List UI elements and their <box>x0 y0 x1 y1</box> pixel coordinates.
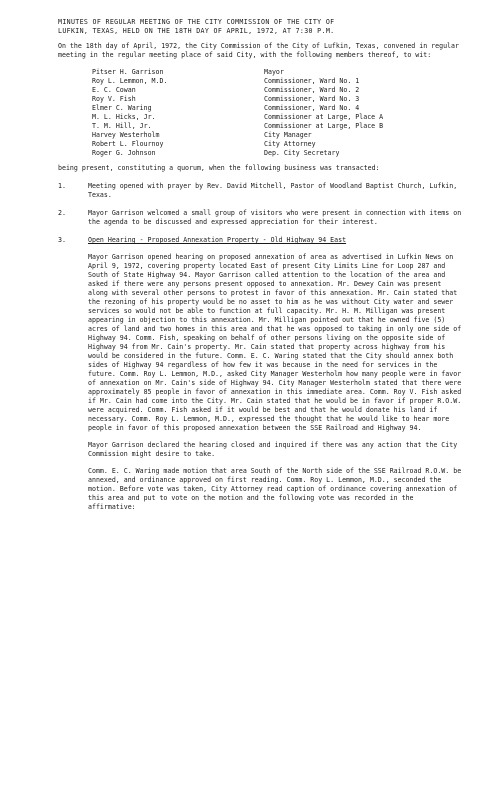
member-name: T. M. Hill, Jr. <box>92 122 152 130</box>
member-row <box>92 68 464 77</box>
item-number: 3. <box>58 236 66 244</box>
member-title: City Manager <box>264 131 312 139</box>
item-number: 2. <box>58 209 66 217</box>
member-title: Dep. City Secretary <box>264 149 340 157</box>
hearing-paragraph: Mayor Garrison opened hearing on proposed annexation of area as advertised in Lufkin News on April 9, 1972, covering property located East of present City Limits Line for Loop 287 and South of State Highway 94. Mayor Garrison called attention to the location of the area and asked if there were any persons present opposed to annexation. Mr. Dewey Cain was present along with several other persons to protest in favor of this annexation. Mr. Cain stated that the rezoning of his property would be no asset to him as he was without City water and sewer services so would not be able to function at full capacity. Mr. H. M. Milligan was present appearing in objection to this annexation. Mr. Milligan pointed out that he owned five (5) acres of land and two homes in this area and that he was opposed to taking in only one side of Highway 94. Comm. Fish, speaking on behalf of other persons living on the opposite side of Highway 94 from Mr. Cain's property. Mr. Cain stated that property across highway from his would be considered in the future. Comm. E. C. Waring stated that the City should annex both sides of Highway 94 regardless of how few it was because in the need for services in the future. Comm. Roy L. Lemmon, M.D., asked City Manager Westerholm how many people were in favor of annexation on Mr. Cain's side of Highway 94. City Manager Westerholm stated that there were approximately 85 people in favor of annexation in this immediate area. Comm. Roy V. Fish asked if Mr. Cain had come into the City. Mr. Cain stated that he would be in favor if proper R.O.W. were acquired. Comm. Fish asked if it would be best and that he would donate his land if necessary. Comm. Roy L. Lemmon, M.D., expressed the thought that he would like to hear more people in favor of this proposed annexation between the SSE Railroad and Highway 94. <box>88 253 462 432</box>
agenda-item-1 <box>58 182 464 200</box>
member-name: M. L. Hicks, Jr. <box>92 113 156 121</box>
member-name: E. C. Cowan <box>92 86 136 94</box>
member-name: Roy V. Fish <box>92 95 136 103</box>
member-name: Roger G. Johnson <box>92 149 156 157</box>
member-name: Pitser H. Garrison <box>92 68 164 76</box>
member-title: Commissioner, Ward No. 1 <box>264 77 360 85</box>
member-title: Commissioner, Ward No. 4 <box>264 104 360 112</box>
member-row <box>92 104 464 113</box>
quorum-paragraph: being present, constituting a quorum, when the following business was transacted: <box>58 164 380 172</box>
member-name: Robert L. Flournoy <box>92 140 164 148</box>
members-list <box>92 68 464 158</box>
item-title: Open Hearing - Proposed Annexation Property - Old Highway 94 East <box>88 236 347 244</box>
member-row <box>92 113 464 122</box>
member-title: Commissioner, Ward No. 3 <box>264 95 360 103</box>
member-row <box>92 86 464 95</box>
item-number: 1. <box>58 182 66 190</box>
member-title: Mayor <box>264 68 284 76</box>
agenda-item-2 <box>58 209 464 227</box>
member-row <box>92 131 464 140</box>
member-title: City Attorney <box>264 140 316 148</box>
member-name: Harvey Westerholm <box>92 131 160 139</box>
member-title: Commissioner at Large, Place B <box>264 122 384 130</box>
member-name: Elmer C. Waring <box>92 104 152 112</box>
member-row <box>92 122 464 131</box>
item-text: Meeting opened with prayer by Rev. David Mitchell, Pastor of Woodland Baptist Church, Lufkin, Texas. <box>88 182 458 199</box>
member-title: Commissioner, Ward No. 2 <box>264 86 360 94</box>
member-name: Roy L. Lemmon, M.D. <box>92 77 168 85</box>
minutes-header <box>58 18 464 36</box>
member-row <box>92 140 464 149</box>
member-row <box>92 149 464 158</box>
intro-paragraph: On the 18th day of April, 1972, the City Commission of the City of Lufkin, Texas, convened in regular meeting in the regular meeting place of said City, with the following members thereof, to wit: <box>58 42 459 59</box>
member-row <box>92 77 464 86</box>
motion-paragraph: Comm. E. C. Waring made motion that area South of the North side of the SSE Railroad R.O.W. be annexed, and ordinance approved on first reading. Comm. Roy L. Lemmon, M.D., seconded the motion. Before vote was taken, City Attorney read caption of ordinance covering annexation of this area and put to vote on the motion and the following vote was recorded in the affirmative: <box>88 467 462 511</box>
header-line-1: MINUTES OF REGULAR MEETING OF THE CITY COMMISSION OF THE CITY OF <box>58 18 335 26</box>
member-title: Commissioner at Large, Place A <box>264 113 384 121</box>
item-text: Mayor Garrison welcomed a small group of visitors who were present in connection with items on the agenda to be discussed and expressed appreciation for their interest. <box>88 209 462 226</box>
hearing-closed-paragraph: Mayor Garrison declared the hearing closed and inquired if there was any action that the City Commission might desire to take. <box>88 441 458 458</box>
member-row <box>92 95 464 104</box>
header-line-2: LUFKIN, TEXAS, HELD ON THE 18TH DAY OF APRIL, 1972, AT 7:30 P.M. <box>58 27 335 35</box>
agenda-item-3 <box>58 236 464 245</box>
